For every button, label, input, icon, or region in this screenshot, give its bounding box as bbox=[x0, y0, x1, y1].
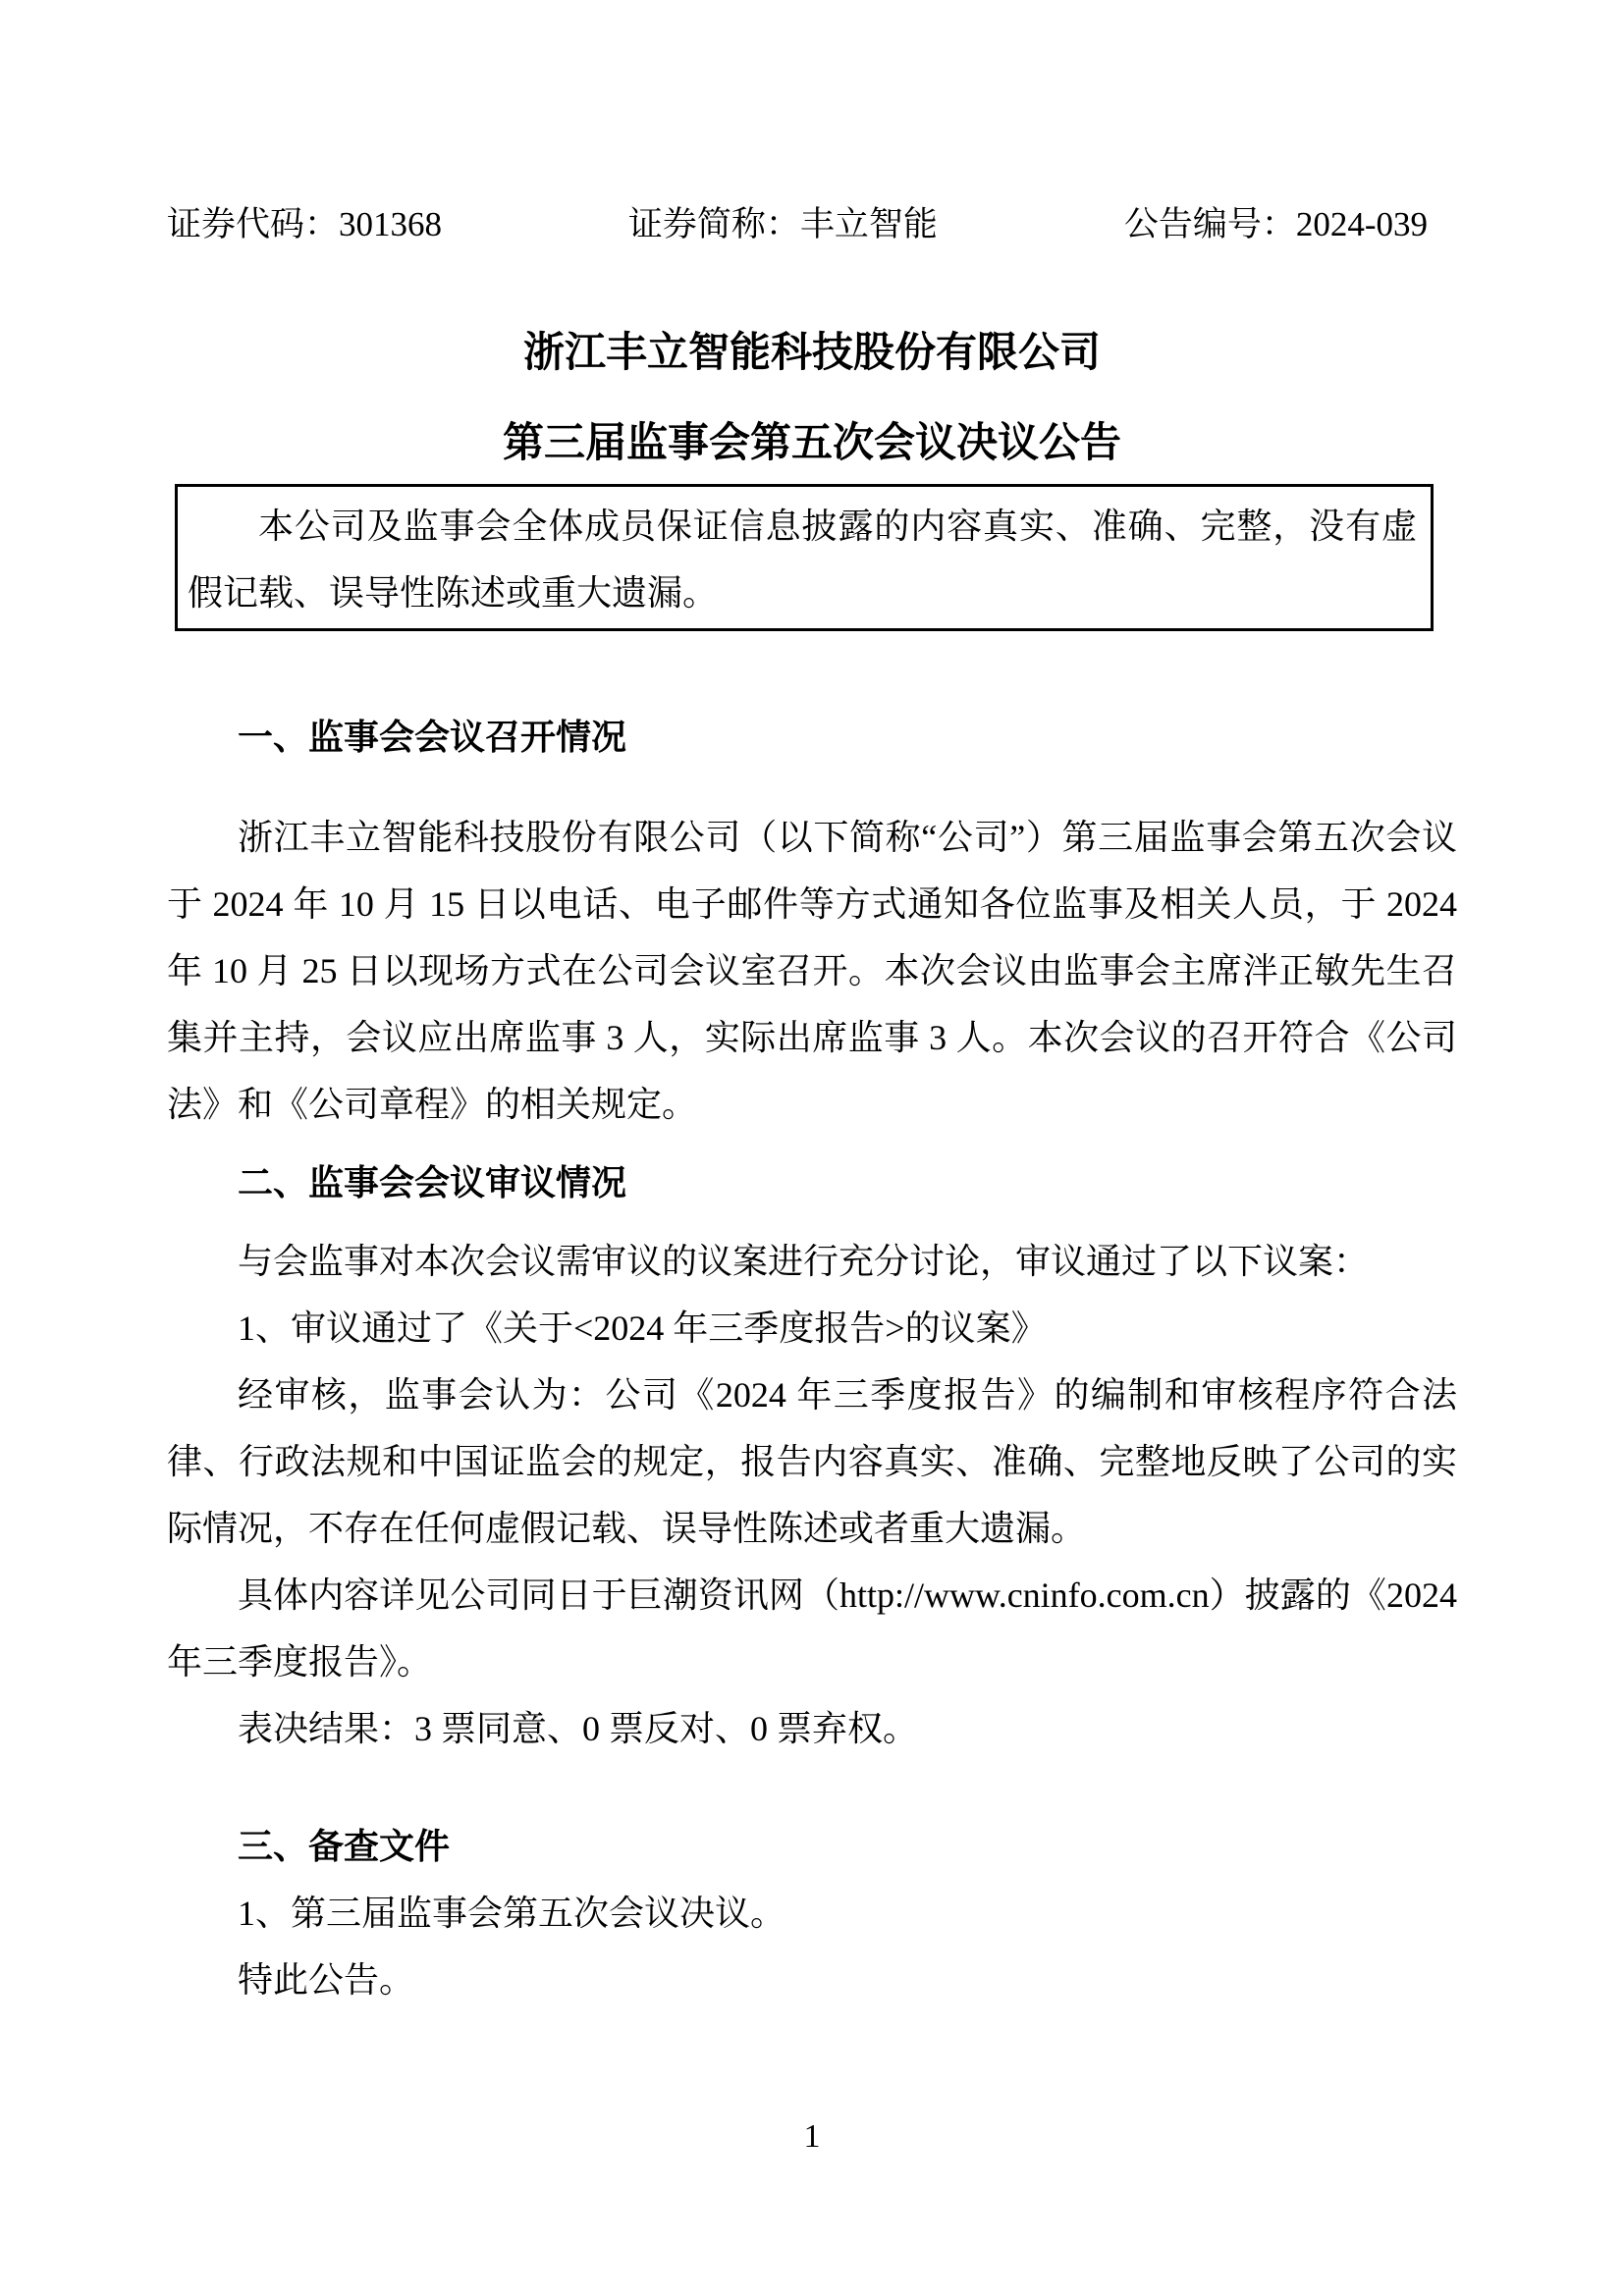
announcement-number: 公告编号：2024-039 bbox=[1123, 205, 1428, 243]
page-number: 1 bbox=[803, 2118, 821, 2155]
stock-code: 证券代码：301368 bbox=[167, 205, 443, 243]
section-2-paragraph-3: 经审核，监事会认为：公司《2024 年三季度报告》的编制和审核程序符合法律、行政法规和中国证监会的规定，报告内容真实、准确、完整地反映了公司的实际情况，不存在任何虚假记载、误导性陈述或者重大遗漏。 bbox=[167, 1374, 1457, 1548]
section-3-paragraph-2: 特此公告。 bbox=[238, 1959, 415, 2000]
section-meeting-deliberation bbox=[167, 1161, 1457, 1762]
section-1-paragraph-1: 浙江丰立智能科技股份有限公司（以下简称“公司”）第三届监事会第五次会议于 2024 年 10 月 15 日以电话、电子邮件等方式通知各位监事及相关人员，于 2024 年 10 月 25 日以现场方式在公司会议室召开。本次会议由监事会主席泮正敏先生召集并主持，会议应出席监事 3 人，实际出席监事 3 人。本次会议的召开符合《公司法》和《公司章程》的相关规定。 bbox=[167, 817, 1457, 1124]
section-2-paragraph-5: 表决结果：3 票同意、0 票反对、0 票弃权。 bbox=[238, 1708, 919, 1748]
section-1-heading: 一、监事会会议召开情况 bbox=[238, 716, 627, 757]
section-2-heading: 二、监事会会议审议情况 bbox=[238, 1161, 627, 1202]
section-meeting-convening bbox=[167, 716, 1457, 1138]
announcement-title: 第三届监事会第五次会议决议公告 bbox=[502, 419, 1121, 466]
section-2-paragraph-2: 1、审议通过了《关于<2024 年三季度报告>的议案》 bbox=[238, 1308, 1047, 1348]
document-header bbox=[167, 204, 1457, 245]
disclaimer-text: 本公司及监事会全体成员保证信息披露的内容真实、准确、完整，没有虚假记载、误导性陈述或重大遗漏。 bbox=[188, 506, 1417, 613]
disclaimer-box bbox=[175, 484, 1434, 631]
section-3-paragraph-1: 1、第三届监事会第五次会议决议。 bbox=[238, 1893, 786, 1933]
section-2-paragraph-1: 与会监事对本次会议需审议的议案进行充分讨论，审议通过了以下议案： bbox=[238, 1241, 1370, 1281]
stock-short-name: 证券简称：丰立智能 bbox=[627, 205, 938, 243]
section-reference-documents bbox=[167, 1825, 1457, 2013]
section-3-heading: 三、备查文件 bbox=[238, 1825, 451, 1866]
section-2-paragraph-4: 具体内容详见公司同日于巨潮资讯网（http://www.cninfo.com.cn）披露的《2024 年三季度报告》。 bbox=[167, 1575, 1457, 1682]
company-title: 浙江丰立智能科技股份有限公司 bbox=[522, 329, 1101, 375]
